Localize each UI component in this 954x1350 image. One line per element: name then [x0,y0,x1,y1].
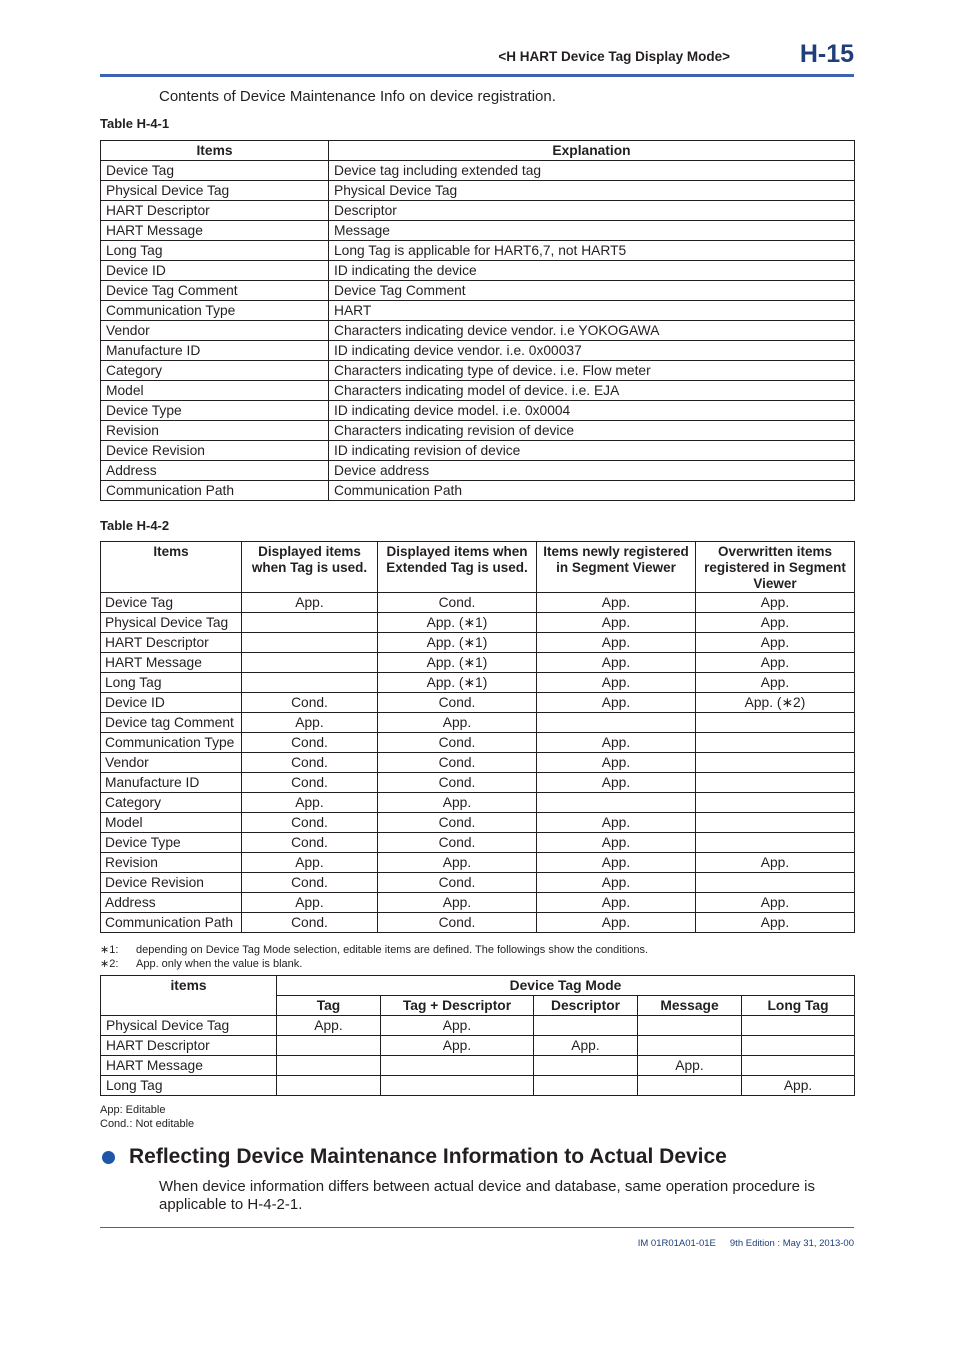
table-cell [696,713,855,733]
table-row [101,1016,855,1036]
table-row [101,261,855,281]
table-cell: Cond. [378,813,537,833]
table-cell: Descriptor [329,201,855,221]
row-item-cell: Device Revision [101,873,242,893]
section-paragraph: When device information differs between actual device and database, same operation procedure is applicable to H-4-2-1. [159,1178,815,1213]
table2-caption: Table H-4-2 [100,518,170,533]
table-row [101,461,855,481]
table-cell: Characters indicating revision of device [329,421,855,441]
table-cell [696,773,855,793]
column-header: Explanation [329,141,855,161]
row-item-cell: Device Type [101,833,242,853]
table-row [101,813,855,833]
table-row [101,833,855,853]
column-header: Overwritten items registered in Segment Viewer [696,542,855,593]
table-cell [277,1076,381,1096]
table-cell [742,1056,855,1076]
table-cell: App. [537,653,696,673]
footnote [100,943,648,957]
footnote-mark: ∗2: [100,958,119,970]
table-row [101,673,855,693]
table-cell: ID indicating the device [329,261,855,281]
table-row [101,873,855,893]
footnote-mark: ∗1: [100,944,119,956]
table-cell: Cond. [242,733,378,753]
table-device-tag-mode [100,975,855,1096]
column-header: Descriptor [534,996,638,1016]
table-cell: App. [537,693,696,713]
row-item-cell: Device Revision [101,441,329,461]
table-cell: HART [329,301,855,321]
table-cell: Cond. [378,593,537,613]
table-cell: App. [696,673,855,693]
row-item-cell: Category [101,793,242,813]
table-cell [638,1016,742,1036]
table-row [101,913,855,933]
table-row [101,361,855,381]
row-item-cell: Physical Device Tag [101,1016,277,1036]
table-row [101,733,855,753]
table-row [101,893,855,913]
table-cell: App. [378,713,537,733]
bullet-icon [102,1151,115,1164]
table-cell: Cond. [242,773,378,793]
table-cell: App. [696,913,855,933]
table-row [101,853,855,873]
table-cell [696,753,855,773]
row-item-cell: Vendor [101,321,329,341]
table-cell [534,1056,638,1076]
table-cell: Cond. [378,913,537,933]
table-cell [381,1076,534,1096]
table-row [101,773,855,793]
footnote-text: depending on Device Tag Mode selection, editable items are defined. The followings show the conditions. [136,944,649,956]
table-row [101,241,855,261]
table-cell [696,733,855,753]
table-row [101,713,855,733]
table-cell: Cond. [378,733,537,753]
row-item-cell: Model [101,813,242,833]
table-cell [696,813,855,833]
table-cell: App. [696,893,855,913]
table-row [101,281,855,301]
table-row [101,381,855,401]
table-cell: App. (∗1) [378,633,537,653]
table-row [101,341,855,361]
row-item-cell: HART Message [101,653,242,673]
table-cell: App. [534,1036,638,1056]
row-item-cell: Device tag Comment [101,713,242,733]
legend-item: App: Editable [100,1104,166,1116]
table-cell [638,1076,742,1096]
page-footer [638,1238,854,1249]
table-cell: Cond. [378,693,537,713]
table-cell: App. [378,893,537,913]
table-row [101,201,855,221]
table-row [101,441,855,461]
table-cell: Cond. [242,913,378,933]
row-item-cell: Communication Type [101,733,242,753]
table-row [101,613,855,633]
table-cell [696,873,855,893]
table-row [101,793,855,813]
table-cell: App. [696,653,855,673]
table-row [101,321,855,341]
column-header: items [101,976,277,1016]
table-cell: App. [537,873,696,893]
table-row [101,633,855,653]
edition-info: 9th Edition : May 31, 2013-00 [729,1238,854,1249]
table-cell: Cond. [242,693,378,713]
footer-rule [100,1227,854,1228]
table-row [101,693,855,713]
table-cell: App. [537,673,696,693]
table-row [101,593,855,613]
table-h-4-1 [100,140,855,501]
table-cell: App. [381,1016,534,1036]
row-item-cell: Revision [101,853,242,873]
table-cell: Cond. [378,753,537,773]
table-cell [277,1036,381,1056]
table-cell [638,1036,742,1056]
section-heading-text: Reflecting Device Maintenance Information to Actual Device [129,1145,727,1168]
column-header: Items newly registered in Segment Viewer [537,542,696,593]
table-row [101,421,855,441]
table-row [101,181,855,201]
table-cell: App. [537,833,696,853]
table-cell [381,1056,534,1076]
table-row [101,161,855,181]
table-cell: App. [537,733,696,753]
table-cell: Cond. [378,833,537,853]
table-cell: Device Tag Comment [329,281,855,301]
table-header-row [101,976,855,996]
row-item-cell: Revision [101,421,329,441]
row-item-cell: Model [101,381,329,401]
table-cell: ID indicating device model. i.e. 0x0004 [329,401,855,421]
table-h-4-2 [100,541,855,933]
column-header: Items [101,542,242,593]
table-cell [742,1016,855,1036]
column-header: Displayed items when Tag is used. [242,542,378,593]
table-row [101,1056,855,1076]
row-item-cell: Communication Path [101,913,242,933]
table-row [101,1036,855,1056]
row-item-cell: Device Tag [101,161,329,181]
table-header-row [101,141,855,161]
row-item-cell: Long Tag [101,1076,277,1096]
header-rule [100,74,854,77]
footnotes [100,943,648,971]
row-item-cell: Physical Device Tag [101,181,329,201]
row-item-cell: Address [101,461,329,481]
table-cell: App. [242,893,378,913]
table-cell: App. (∗2) [696,693,855,713]
row-item-cell: Communication Path [101,481,329,501]
row-item-cell: HART Descriptor [101,201,329,221]
table-cell: Characters indicating model of device. i.e. EJA [329,381,855,401]
table-cell: App. [537,893,696,913]
table-cell: App. [277,1016,381,1036]
table-cell: App. [242,793,378,813]
table-cell [242,653,378,673]
table-row [101,401,855,421]
row-item-cell: Long Tag [101,241,329,261]
table-cell: App. [742,1076,855,1096]
table-cell: Cond. [242,833,378,853]
page-header [100,40,854,76]
table-cell: App. [537,753,696,773]
table-cell: App. [537,593,696,613]
table-cell: Physical Device Tag [329,181,855,201]
row-item-cell: Device Tag Comment [101,281,329,301]
footnote [100,957,648,971]
row-item-cell: Device Type [101,401,329,421]
table-cell: App. [378,853,537,873]
table-cell: Cond. [242,813,378,833]
table-cell: App. [537,613,696,633]
row-item-cell: Manufacture ID [101,341,329,361]
table-cell [742,1036,855,1056]
column-header: Displayed items when Extended Tag is used. [378,542,537,593]
table-row [101,301,855,321]
legend [100,1103,194,1131]
table-cell: App. [638,1056,742,1076]
column-header: Items [101,141,329,161]
table-cell [534,1016,638,1036]
row-item-cell: HART Descriptor [101,633,242,653]
table-cell: Characters indicating device vendor. i.e YOKOGAWA [329,321,855,341]
table1-caption: Table H-4-1 [100,116,170,131]
row-item-cell: HART Message [101,221,329,241]
table-cell: App. (∗1) [378,673,537,693]
table-cell: Device address [329,461,855,481]
table-cell: App. [242,593,378,613]
document-id: IM 01R01A01-01E [637,1238,716,1249]
table-cell [696,793,855,813]
table-row [101,1076,855,1096]
table-cell: Cond. [242,753,378,773]
table-cell: App. (∗1) [378,653,537,673]
table-cell: ID indicating device vendor. i.e. 0x00037 [329,341,855,361]
table-cell [242,613,378,633]
legend-item: Cond.: Not editable [100,1118,195,1130]
row-item-cell: HART Message [101,1056,277,1076]
row-item-cell: Communication Type [101,301,329,321]
table-row [101,221,855,241]
table-cell: App. [242,853,378,873]
table-cell: App. [696,853,855,873]
table-cell: Communication Path [329,481,855,501]
table-header-row [101,542,855,593]
column-header: Tag [277,996,381,1016]
intro-text: Contents of Device Maintenance Info on device registration. [159,88,556,105]
row-item-cell: Device ID [101,261,329,281]
table-cell: App. [537,633,696,653]
table-cell: Cond. [378,773,537,793]
row-item-cell: Manufacture ID [101,773,242,793]
row-item-cell: Category [101,361,329,381]
table-cell: Message [329,221,855,241]
table-cell: App. [537,813,696,833]
table-cell [534,1076,638,1096]
group-header: Device Tag Mode [277,976,855,996]
row-item-cell: Physical Device Tag [101,613,242,633]
table-cell: App. (∗1) [378,613,537,633]
table-row [101,481,855,501]
table-cell: App. [696,613,855,633]
column-header: Message [638,996,742,1016]
table-cell: App. [537,913,696,933]
row-item-cell: HART Descriptor [101,1036,277,1056]
table-cell: App. [537,773,696,793]
table-cell: App. [378,793,537,813]
column-header: Tag + Descriptor [381,996,534,1016]
row-item-cell: Long Tag [101,673,242,693]
section-heading [100,1145,727,1169]
footnote-text: App. only when the value is blank. [136,958,303,970]
table-cell [242,633,378,653]
table-cell: App. [696,593,855,613]
table-cell: ID indicating revision of device [329,441,855,461]
page-number: H-15 [799,40,854,68]
table-cell: Long Tag is applicable for HART6,7, not HART5 [329,241,855,261]
row-item-cell: Device ID [101,693,242,713]
column-header: Long Tag [742,996,855,1016]
table-cell: Cond. [378,873,537,893]
section-title: <H HART Device Tag Display Mode> [498,49,730,64]
table-cell: Device tag including extended tag [329,161,855,181]
row-item-cell: Vendor [101,753,242,773]
table-row [101,653,855,673]
table-cell [537,793,696,813]
table-cell: App. [696,633,855,653]
table-cell: Characters indicating type of device. i.e. Flow meter [329,361,855,381]
table-cell: Cond. [242,873,378,893]
table-cell: App. [381,1036,534,1056]
table-cell [242,673,378,693]
table-cell [696,833,855,853]
row-item-cell: Device Tag [101,593,242,613]
table-cell: App. [242,713,378,733]
table-cell [537,713,696,733]
table-cell: App. [537,853,696,873]
table-row [101,753,855,773]
table-cell [277,1056,381,1076]
row-item-cell: Address [101,893,242,913]
